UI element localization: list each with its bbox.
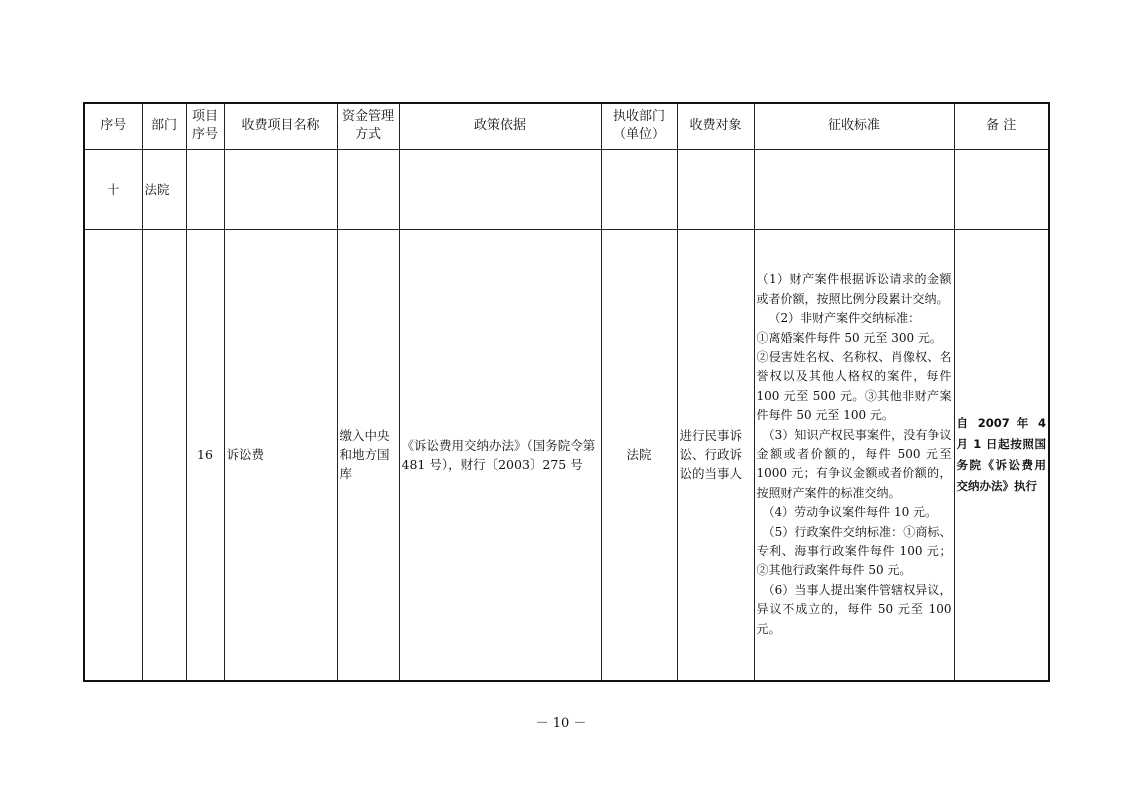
page-number: － 10 － — [535, 716, 587, 731]
standard-cell — [754, 229, 954, 681]
header-policy: 政策依据 — [399, 103, 601, 149]
standard-line: （4）劳动争议案件每件 10 元。 — [762, 505, 938, 520]
standard-line: （2）非财产案件交纳标准： — [768, 311, 921, 326]
empty-cell — [224, 149, 337, 229]
empty-cell — [186, 149, 224, 229]
standard-line: （1）财产案件根据诉讼请求的金额或者价额，按照比例分段累计交纳。 — [756, 272, 952, 306]
standard-line: （6）当事人提出案件管辖权异议，异议不成立的，每件 50 元至 100 元。 — [756, 582, 952, 636]
standard-line: ①离婚案件每件 50 元至 300 元。 — [756, 330, 942, 345]
empty-cell — [954, 149, 1049, 229]
empty-cell — [601, 149, 677, 229]
dept-name-cell: 法院 — [142, 149, 186, 229]
table-row — [84, 229, 1049, 681]
header-dept: 部门 — [142, 103, 186, 149]
exec-dept-cell: 法院 — [601, 229, 677, 681]
remark-cell: 自 2007 年 4 月 1 日起按照国务院《诉讼费用交纳办法》执行 — [954, 229, 1049, 681]
dept-seq-cell: 十 — [84, 149, 142, 229]
standard-line: ②侵害姓名权、名称权、肖像权、名誉权以及其他人格权的案件，每件 100 元至 500 元。③其他非财产案件每件 50 元至 100 元。 — [756, 350, 952, 423]
header-exec-dept: 执收部门（单位） — [601, 103, 677, 149]
standard-line: （3）知识产权民事案件，没有争议金额或者价额的，每件 500 元至 1000 元；有争议金额或者价额的，按照财产案件的标准交纳。 — [756, 427, 952, 500]
empty-cell — [337, 149, 399, 229]
item-name-cell: 诉讼费 — [224, 229, 337, 681]
header-fund-mgmt: 资金管理方式 — [337, 103, 399, 149]
header-target: 收费对象 — [677, 103, 754, 149]
item-seq-cell: 16 — [186, 229, 224, 681]
policy-cell: 《诉讼费用交纳办法》（国务院令第 481 号），财行〔2003〕275 号 — [399, 229, 601, 681]
header-item-name: 收费项目名称 — [224, 103, 337, 149]
header-seq: 序号 — [84, 103, 142, 149]
empty-cell — [84, 229, 142, 681]
standard-line: （5）行政案件交纳标准：①商标、专利、海事行政案件每件 100 元；②其他行政案件每件 50 元。 — [756, 524, 952, 578]
target-cell: 进行民事诉讼、行政诉讼的当事人 — [677, 229, 754, 681]
empty-cell — [142, 229, 186, 681]
empty-cell — [399, 149, 601, 229]
header-standard: 征收标准 — [754, 103, 954, 149]
table-row — [84, 149, 1049, 229]
empty-cell — [754, 149, 954, 229]
header-remark: 备 注 — [954, 103, 1049, 149]
fee-table — [83, 102, 1050, 682]
empty-cell — [677, 149, 754, 229]
fund-mgmt-cell: 缴入中央和地方国库 — [337, 229, 399, 681]
header-item-seq: 项目序号 — [186, 103, 224, 149]
table-header-row — [84, 103, 1049, 149]
